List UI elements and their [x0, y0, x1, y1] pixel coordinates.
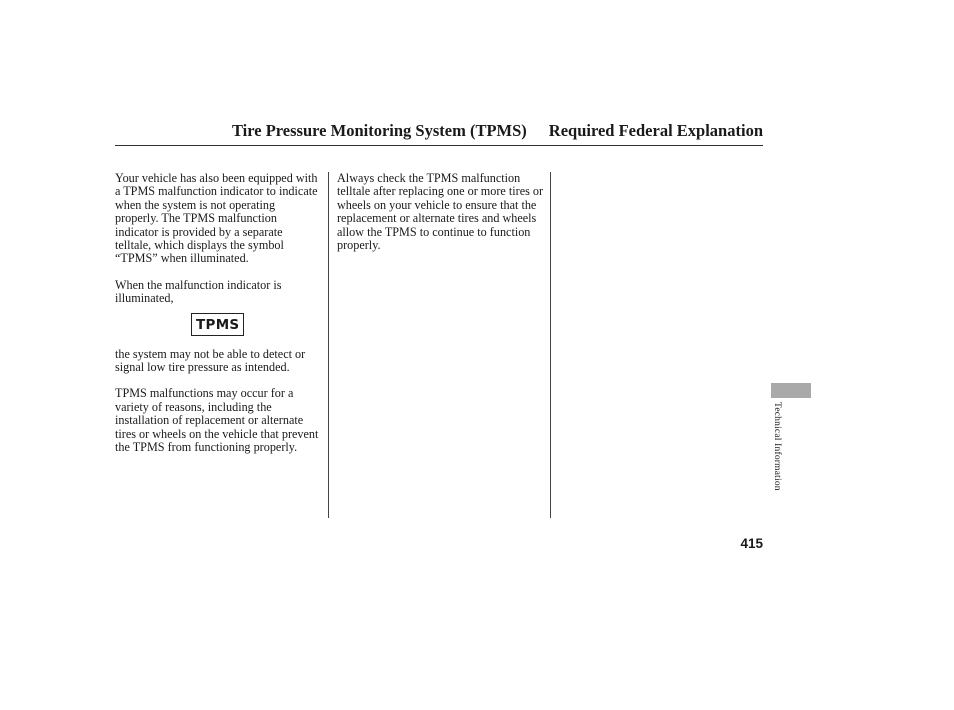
- paragraph: the system may not be able to detect or signal low tire pressure as intended.: [115, 346, 306, 375]
- page-number: 415: [740, 536, 763, 551]
- section-label: Technical Information: [772, 402, 782, 491]
- text-column-2: [337, 172, 545, 265]
- column-divider: [328, 172, 329, 518]
- header-title-right: Required Federal Explanation: [548, 121, 763, 140]
- column-divider: [550, 172, 551, 518]
- paragraph: Your vehicle has also been equipped with a TPMS malfunction indicator to indicate when the system is not operating properly. The TPMS malfunction indicator is provided by a separate telltale, which displays the symbol “TPMS” when illuminated.: [115, 171, 318, 266]
- section-tab: [771, 383, 811, 398]
- tpms-indicator-label: TPMS: [196, 316, 240, 333]
- paragraph: When the malfunction indicator is illuminated,: [115, 277, 282, 306]
- header-title: [232, 121, 763, 141]
- text-column-1: [115, 172, 321, 468]
- tpms-indicator-icon: [191, 313, 244, 336]
- paragraph: Always check the TPMS malfunction telltale after replacing one or more tires or wheels on your vehicle to ensure that the replacement or alternate tires and wheels allow the TPMS to continue to function properly.: [337, 171, 544, 253]
- paragraph: TPMS malfunctions may occur for a variety of reasons, including the installation of replacement or alternate tires or wheels on the vehicle that prevent the TPMS from functioning properly.: [115, 386, 319, 455]
- header-title-left: Tire Pressure Monitoring System (TPMS): [231, 121, 527, 140]
- page-header: [115, 121, 763, 146]
